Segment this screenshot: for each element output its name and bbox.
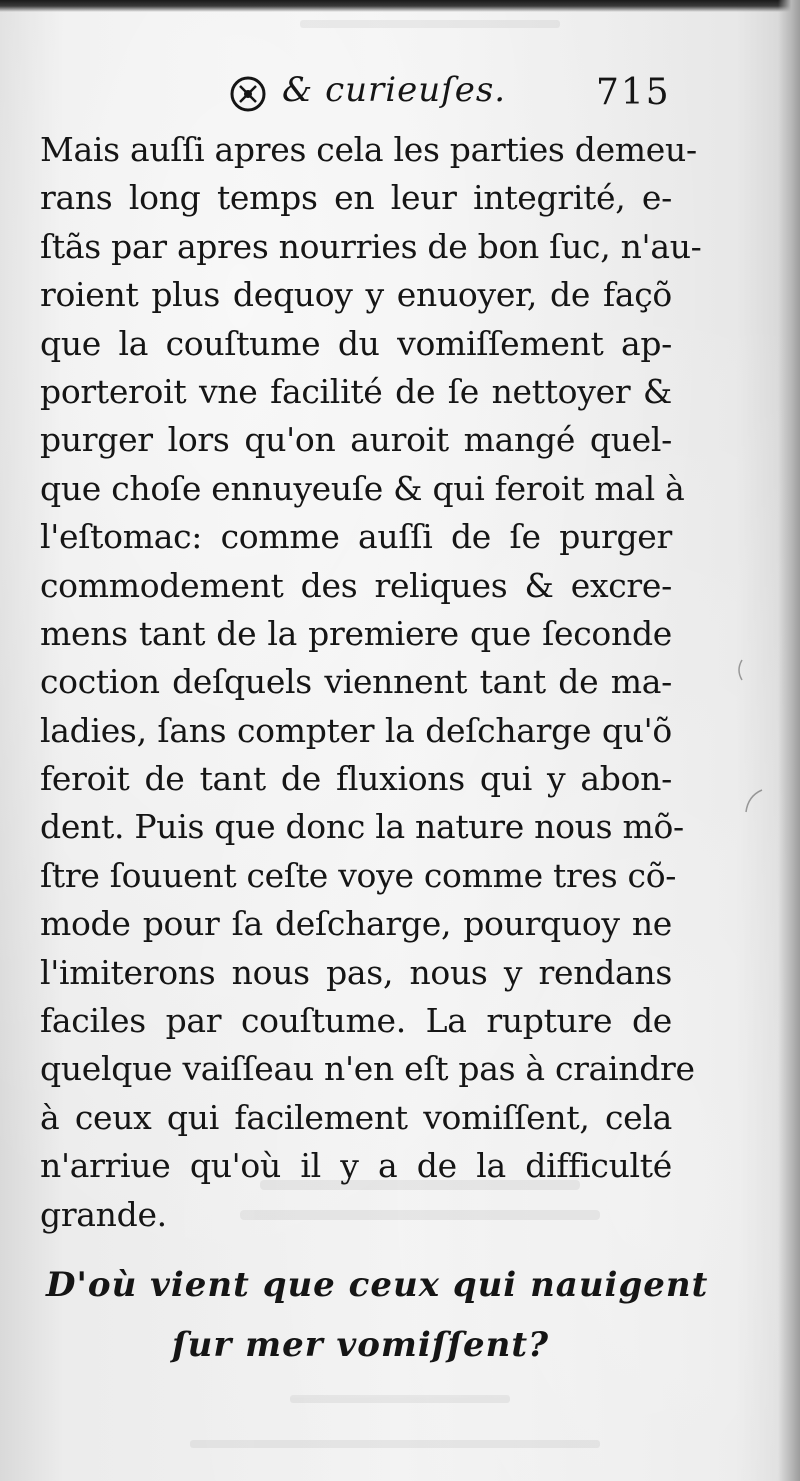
body-text [40, 126, 702, 1239]
text-line: quelque vaiſſeau n'en eſt pas à craindre [40, 1049, 695, 1089]
text-line: à ceux qui facilement vomiſſent, cela [40, 1097, 672, 1137]
section-heading-line: ſur mer vomiſſent? [172, 1325, 550, 1365]
text-line: mode pour ſa deſcharge, pourquoy ne [40, 904, 672, 944]
section-heading-line: D'où vient que ceux qui nauigent [46, 1265, 709, 1305]
text-line: ladies, ſans compter la deſcharge qu'õ [40, 710, 672, 750]
section-heading [40, 1255, 709, 1375]
fleuron-icon [228, 74, 268, 114]
text-line: Mais auſſi apres cela les parties demeu- [40, 130, 697, 169]
text-line: mens tant de la premiere que ſeconde [40, 613, 672, 653]
text-line: feroit de tant de fluxions qui y abon- [40, 759, 672, 799]
text-line: commodement des reliques & excre- [40, 565, 672, 605]
text-line: l'eſtomac: comme auſſi de ſe purger [40, 517, 672, 557]
page-top-shadow [0, 0, 800, 12]
text-line: ſtãs par apres nourries de bon ſuc, n'au- [40, 226, 702, 266]
text-line: ſtre ſouuent ceſte voye comme tres cõ- [40, 855, 677, 895]
page-header [0, 66, 800, 126]
text-line: l'imiterons nous pas, nous y rendans [40, 952, 672, 992]
page-number: 715 [596, 72, 671, 113]
text-line: n'arriue qu'où il y a de la difficulté [40, 1146, 672, 1186]
text-line: que choſe ennuyeuſe & qui feroit mal à [40, 468, 685, 508]
text-line: dent. Puis que donc la nature nous mõ- [40, 807, 684, 847]
text-line: roient plus dequoy y enuoyer, de façõ [40, 275, 672, 315]
running-head: & curieuſes. [282, 70, 507, 110]
text-line: faciles par couſtume. La rupture de [40, 1001, 672, 1041]
text-line: purger lors qu'on auroit mangé quel- [40, 420, 672, 460]
page-gutter-shadow [778, 0, 800, 1481]
text-line: porteroit vne facilité de ſe nettoyer & [40, 371, 672, 411]
text-line: coction deſquels viennent tant de ma- [40, 662, 672, 702]
text-line: grande. [40, 1194, 167, 1234]
text-line: rans long temps en leur integrité, e- [40, 178, 672, 218]
text-line: que la couſtume du vomiſſement ap- [40, 323, 672, 363]
